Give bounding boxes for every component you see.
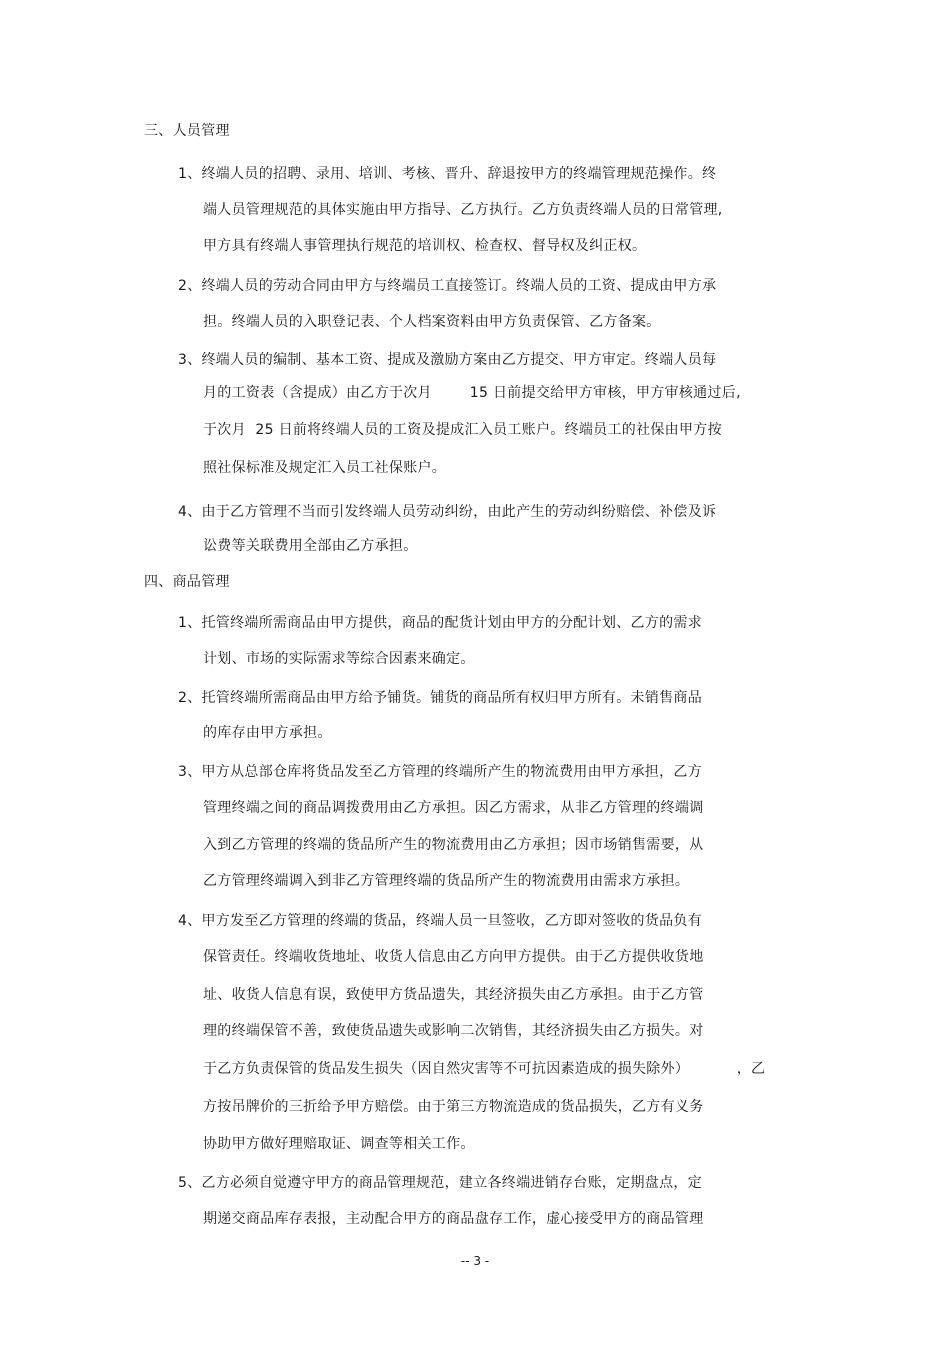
goods-clause-4-line-4: 理的终端保管不善，致使货品遗失或影响二次销售，其经济损失由乙方损失。对 (203, 1023, 704, 1039)
page-number: -- 3 - (460, 1254, 490, 1268)
clause-2-line-1: 2、终端人员的劳动合同由甲方与终端员工直接签订。终端人员的工资、提成由甲方承 (178, 278, 717, 294)
goods-clause-3-line-2: 管理终端之间的商品调拨费用由乙方承担。因乙方需求，从非乙方管理的终端调 (203, 800, 704, 816)
goods-clause-2-line-2: 的库存由甲方承担。 (203, 725, 332, 741)
goods-clause-4-line-3: 址、收货人信息有误，致使甲方货品遗失，其经济损失由乙方承担。由于乙方管 (203, 987, 704, 1003)
goods-clause-5-line-2: 期递交商品库存表报，主动配合甲方的商品盘存工作，虚心接受甲方的商品管理 (203, 1211, 704, 1227)
goods-clause-4-line-7: 协助甲方做好理赔取证、调查等相关工作。 (203, 1136, 475, 1152)
goods-clause-1-line-1: 1、托管终端所需商品由甲方提供，商品的配货计划由甲方的分配计划、乙方的需求 (178, 615, 703, 631)
goods-clause-3-line-1: 3、甲方从总部仓库将货品发至乙方管理的终端所产生的物流费用由甲方承担，乙方 (178, 764, 703, 780)
clause-3-line-2: 月的工资表（含提成）由乙方于次月 15 日前提交给甲方审核，甲方审核通过后, (203, 385, 741, 401)
section-heading-goods: 四、商品管理 (144, 574, 230, 590)
clause-4-line-2: 讼费等关联费用全部由乙方承担。 (203, 538, 418, 554)
clause-2-line-2: 担。终端人员的入职登记表、个人档案资料由甲方负责保管、乙方备案。 (203, 314, 661, 330)
goods-clause-3-line-4: 乙方管理终端调入到非乙方管理终端的货品所产生的物流费用由需求方承担。 (203, 873, 690, 889)
clause-1-line-3: 甲方具有终端人事管理执行规范的培训权、检查权、督导权及纠正权。 (203, 238, 647, 254)
clause-1-line-2: 端人员管理规范的具体实施由甲方指导、乙方执行。乙方负责终端人员的日常管理, (203, 202, 723, 218)
goods-clause-5-line-1: 5、乙方必须自觉遵守甲方的商品管理规范，建立各终端进销存台账，定期盘点，定 (178, 1175, 703, 1191)
goods-clause-4-line-5: 于乙方负责保管的货品发生损失（因自然灾害等不可抗因素造成的损失除外） ，乙 (203, 1061, 766, 1077)
goods-clause-2-line-1: 2、托管终端所需商品由甲方给予铺货。铺货的商品所有权归甲方所有。未销售商品 (178, 690, 703, 706)
clause-3-line-3: 于次月 25 日前将终端人员的工资及提成汇入员工账户。终端员工的社保由甲方按 (203, 422, 722, 438)
clause-1-line-1: 1、终端人员的招聘、录用、培训、考核、晋升、辞退按甲方的终端管理规范操作。终 (178, 166, 717, 182)
goods-clause-1-line-2: 计划、市场的实际需求等综合因素来确定。 (203, 651, 475, 667)
goods-clause-3-line-3: 入到乙方管理的终端的货品所产生的物流费用由乙方承担；因市场销售需要，从 (203, 837, 704, 853)
section-heading-personnel: 三、人员管理 (144, 123, 230, 139)
clause-3-line-1: 3、终端人员的编制、基本工资、提成及激励方案由乙方提交、甲方审定。终端人员每 (178, 352, 717, 368)
goods-clause-4-line-6: 方按吊牌价的三折给予甲方赔偿。由于第三方物流造成的货品损失，乙方有义务 (203, 1099, 704, 1115)
goods-clause-4-line-2: 保管责任。终端收货地址、收货人信息由乙方向甲方提供。由于乙方提供收货地 (203, 949, 704, 965)
clause-4-line-1: 4、由于乙方管理不当而引发终端人员劳动纠纷，由此产生的劳动纠纷赔偿、补偿及诉 (178, 504, 717, 520)
goods-clause-4-line-1: 4、甲方发至乙方管理的终端的货品，终端人员一旦签收，乙方即对签收的货品负有 (178, 913, 703, 929)
clause-3-line-4: 照社保标准及规定汇入员工社保账户。 (203, 460, 447, 476)
